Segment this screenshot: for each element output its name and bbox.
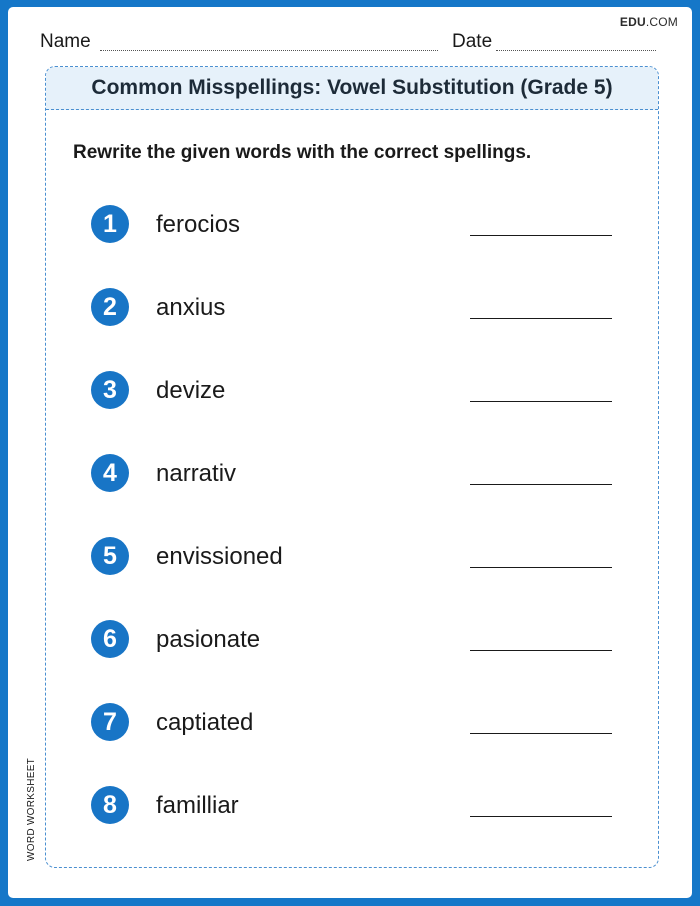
misspelled-word: familliar <box>156 792 239 819</box>
question-number-badge: 7 <box>91 703 129 741</box>
misspelled-word: envissioned <box>156 543 283 570</box>
misspelled-word: pasionate <box>156 626 261 653</box>
question-number-badge: 4 <box>91 454 129 492</box>
question-item <box>91 371 621 411</box>
misspelled-word: anxius <box>156 294 226 321</box>
question-item <box>91 703 621 743</box>
date-field[interactable] <box>496 50 656 51</box>
brand-logo: EDU.COM <box>619 15 678 29</box>
question-item <box>91 786 621 826</box>
name-field[interactable] <box>100 50 438 51</box>
worksheet-box <box>45 66 659 868</box>
question-item <box>91 288 621 328</box>
instruction-text: Rewrite the given words with the correct spellings. <box>73 142 532 163</box>
question-number-badge: 5 <box>91 537 129 575</box>
question-number-badge: 1 <box>91 205 129 243</box>
title-bar <box>46 67 658 110</box>
question-number-badge: 2 <box>91 288 129 326</box>
misspelled-word: narrativ <box>156 460 237 487</box>
date-label: Date <box>452 31 493 52</box>
misspelled-word: ferocios <box>156 211 241 238</box>
answer-line[interactable] <box>470 235 612 236</box>
worksheet-title: Common Misspellings: Vowel Substitution (Grade 5) <box>91 76 613 99</box>
answer-line[interactable] <box>470 401 612 402</box>
worksheet-page <box>8 7 692 898</box>
answer-line[interactable] <box>470 650 612 651</box>
question-item <box>91 537 621 577</box>
misspelled-word: captiated <box>156 709 254 736</box>
answer-line[interactable] <box>470 318 612 319</box>
question-number-badge: 8 <box>91 786 129 824</box>
worksheet-type-label: WORD WORKSHEET <box>26 757 37 861</box>
answer-line[interactable] <box>470 816 612 817</box>
misspelled-word: devize <box>156 377 226 404</box>
question-item <box>91 454 621 494</box>
answer-line[interactable] <box>470 567 612 568</box>
question-item <box>91 205 621 245</box>
answer-line[interactable] <box>470 484 612 485</box>
question-number-badge: 6 <box>91 620 129 658</box>
answer-line[interactable] <box>470 733 612 734</box>
question-number-badge: 3 <box>91 371 129 409</box>
name-label: Name <box>40 31 91 52</box>
question-item <box>91 620 621 660</box>
